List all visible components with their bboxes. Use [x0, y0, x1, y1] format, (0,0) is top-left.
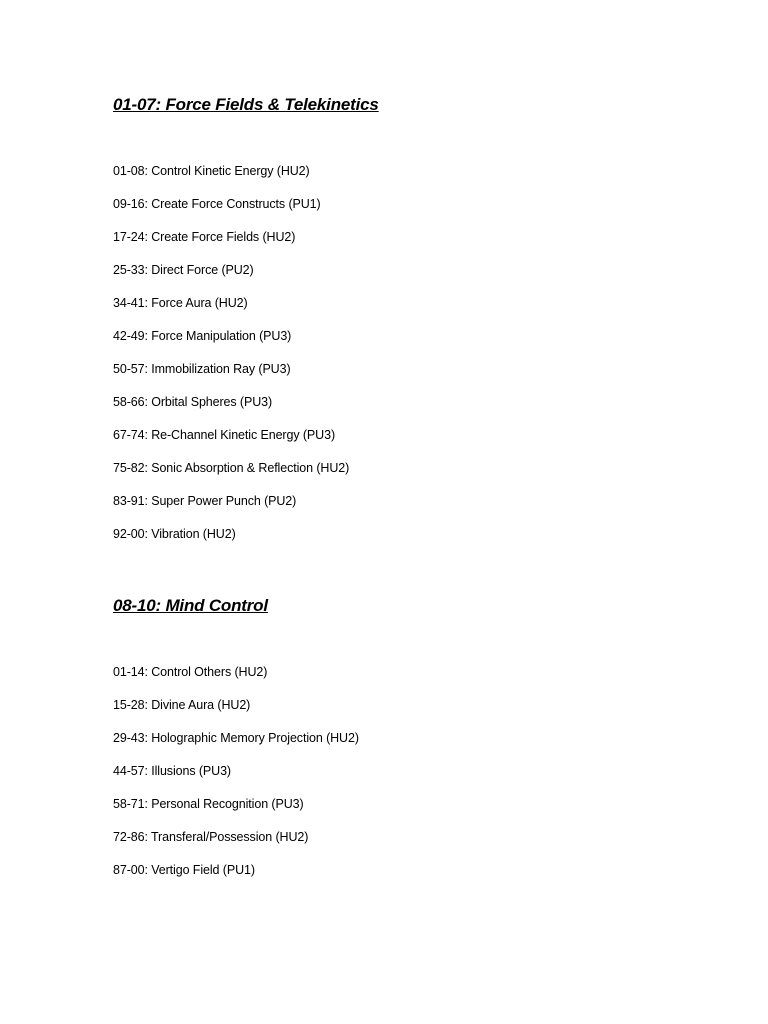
power-list — [113, 163, 713, 559]
section-force-fields — [113, 93, 713, 559]
list-item: 50-57: Immobilization Ray (PU3) — [113, 362, 291, 376]
list-item: 34-41: Force Aura (HU2) — [113, 296, 248, 310]
section-heading: 08-10: Mind Control — [113, 596, 268, 615]
section-mind-control — [113, 594, 713, 895]
list-item: 29-43: Holographic Memory Projection (HU2) — [113, 731, 359, 745]
list-item: 75-82: Sonic Absorption & Reflection (HU2) — [113, 461, 350, 475]
list-item: 25-33: Direct Force (PU2) — [113, 263, 254, 277]
list-item: 83-91: Super Power Punch (PU2) — [113, 494, 297, 508]
list-item: 72-86: Transferal/Possession (HU2) — [113, 830, 309, 844]
list-item: 01-14: Control Others (HU2) — [113, 665, 268, 679]
power-list — [113, 664, 713, 895]
list-item: 92-00: Vibration (HU2) — [113, 527, 236, 541]
list-item: 01-08: Control Kinetic Energy (HU2) — [113, 164, 310, 178]
list-item: 44-57: Illusions (PU3) — [113, 764, 231, 778]
section-heading: 01-07: Force Fields & Telekinetics — [113, 95, 379, 114]
list-item: 42-49: Force Manipulation (PU3) — [113, 329, 292, 343]
list-item: 58-71: Personal Recognition (PU3) — [113, 797, 304, 811]
list-item: 87-00: Vertigo Field (PU1) — [113, 863, 255, 877]
list-item: 67-74: Re-Channel Kinetic Energy (PU3) — [113, 428, 336, 442]
list-item: 09-16: Create Force Constructs (PU1) — [113, 197, 321, 211]
list-item: 58-66: Orbital Spheres (PU3) — [113, 395, 273, 409]
list-item: 15-28: Divine Aura (HU2) — [113, 698, 251, 712]
list-item: 17-24: Create Force Fields (HU2) — [113, 230, 296, 244]
